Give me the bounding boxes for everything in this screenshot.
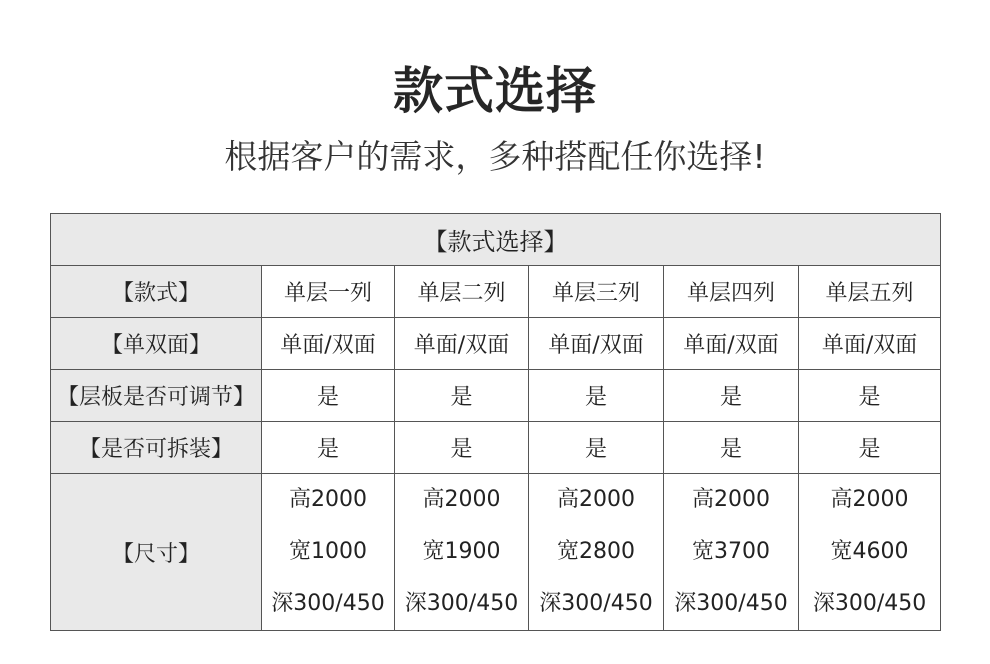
style-spec-table (50, 213, 941, 631)
size-height: 高2000 (830, 487, 909, 512)
size-width: 宽1900 (422, 539, 501, 564)
size-depth: 深300/450 (404, 591, 519, 616)
cell-size (664, 474, 799, 631)
cell-detachable: 是 (799, 422, 941, 474)
cell-detachable: 是 (529, 422, 664, 474)
table-row-sides (51, 318, 941, 370)
size-depth: 深300/450 (674, 591, 788, 616)
cell-adjustable: 是 (799, 370, 941, 422)
row-header-size: 【尺寸】 (51, 474, 262, 631)
size-height: 高2000 (422, 487, 501, 512)
cell-size (395, 474, 529, 631)
size-depth: 深300/450 (812, 591, 927, 616)
table-caption-row (51, 214, 941, 266)
size-width: 宽1000 (289, 539, 367, 564)
page-title: 款式选择 (393, 62, 597, 120)
cell-sides: 单面/双面 (262, 318, 395, 370)
cell-size (799, 474, 941, 631)
size-height: 高2000 (289, 487, 367, 512)
cell-style: 单层四列 (664, 266, 799, 318)
cell-detachable: 是 (262, 422, 395, 474)
cell-sides: 单面/双面 (664, 318, 799, 370)
cell-adjustable: 是 (529, 370, 664, 422)
row-header-style: 【款式】 (51, 266, 262, 318)
size-height: 高2000 (557, 487, 635, 512)
cell-adjustable: 是 (664, 370, 799, 422)
table-row-detachable (51, 422, 941, 474)
table-row-style (51, 266, 941, 318)
cell-adjustable: 是 (395, 370, 529, 422)
cell-style: 单层一列 (262, 266, 395, 318)
row-header-adjustable: 【层板是否可调节】 (51, 370, 262, 422)
size-width: 宽2800 (557, 539, 635, 564)
cell-size (262, 474, 395, 631)
row-header-sides: 【单双面】 (51, 318, 262, 370)
size-height: 高2000 (692, 487, 770, 512)
table-row-adjustable (51, 370, 941, 422)
cell-sides: 单面/双面 (395, 318, 529, 370)
size-width: 宽4600 (830, 539, 909, 564)
size-width: 宽3700 (692, 539, 770, 564)
cell-size (529, 474, 664, 631)
size-depth: 深300/450 (539, 591, 653, 616)
cell-detachable: 是 (395, 422, 529, 474)
cell-detachable: 是 (664, 422, 799, 474)
cell-adjustable: 是 (262, 370, 395, 422)
table-caption: 【款式选择】 (51, 214, 941, 266)
cell-style: 单层二列 (395, 266, 529, 318)
cell-style: 单层三列 (529, 266, 664, 318)
size-depth: 深300/450 (271, 591, 385, 616)
page-subtitle: 根据客户的需求，多种搭配任你选择! (224, 137, 766, 176)
cell-style: 单层五列 (799, 266, 941, 318)
row-header-detachable: 【是否可拆装】 (51, 422, 262, 474)
cell-sides: 单面/双面 (799, 318, 941, 370)
table-row-size (51, 474, 941, 631)
cell-sides: 单面/双面 (529, 318, 664, 370)
